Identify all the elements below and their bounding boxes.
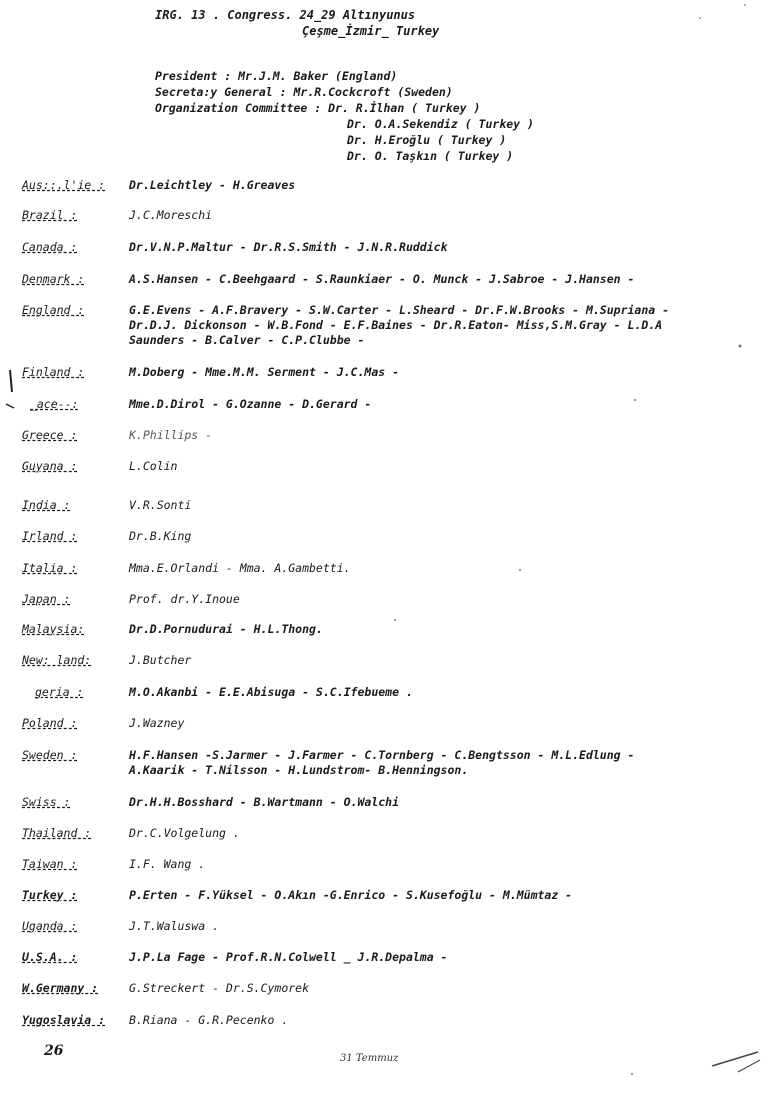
pen-stroke [712, 1052, 758, 1066]
delegate-names: M.O.Akanbi - E.E.Abisuga - S.C.Ifebueme . [129, 685, 413, 699]
speck [631, 1073, 633, 1075]
delegate-names: J.P.La Fage - Prof.R.N.Colwell _ J.R.Depalma - [129, 950, 448, 964]
country-label: Aus::.l'ie : [22, 178, 106, 192]
country-label: _ace--: [30, 397, 79, 411]
country-label: W.Germany : [22, 981, 99, 995]
delegate-names: Mme.D.Dirol - G.Ozanne - D.Gerard - [129, 397, 372, 411]
delegate-names: I.F. Wang . [129, 857, 206, 871]
delegate-names: Dr.H.H.Bosshard - B.Wartmann - O.Walchi [129, 795, 400, 809]
country-label: England : [22, 303, 85, 317]
congress-location: Çeşme_İzmir_ Turkey [302, 24, 440, 38]
delegate-names: M.Doberg - Mme.M.M. Serment - J.C.Mas - [129, 365, 400, 379]
delegate-names: J.T.Waluswa . [129, 919, 220, 933]
country-label: India : [22, 498, 71, 512]
delegate-names: G.E.Evens - A.F.Bravery - S.W.Carter - L.Sheard - Dr.F.W.Brooks - M.Supriana - [129, 303, 670, 317]
committee-member: Dr. H.Eroğlu ( Turkey ) [347, 133, 507, 147]
delegate-names: V.R.Sonti [129, 498, 192, 512]
country-label: Taiwan : [22, 857, 78, 871]
delegate-names: A.S.Hansen - C.Beehgaard - S.Raunkiaer - O. Munck - J.Sabroe - J.Hansen - [129, 272, 635, 286]
president-line: President : Mr.J.M. Baker (England) [155, 69, 398, 83]
delegate-names: K.Phillips - [129, 428, 213, 442]
delegate-names: Dr.Leichtley - H.Greaves [129, 178, 296, 192]
pen-stroke [738, 1060, 760, 1072]
country-label: Brazil : [22, 208, 78, 222]
country-label: Uganda : [22, 919, 78, 933]
country-label: Guyana : [22, 459, 78, 473]
delegate-names: A.Kaarik - T.Nilsson - H.Lundstrom- B.Henningson. [129, 763, 469, 777]
country-label: geria : [35, 685, 84, 699]
country-label: Japan : [22, 592, 71, 606]
margin-mark [6, 404, 14, 408]
delegate-names: J.Wazney [129, 716, 185, 730]
delegate-names: B.Riana - G.R.Pecenko . [129, 1013, 289, 1027]
country-label: Turkey : [22, 888, 78, 902]
secretary-line: Secreta:y General : Mr.R.Cockcroft (Sweden) [155, 85, 453, 99]
delegate-names: J.C.Moreschi [129, 208, 213, 222]
speck [519, 569, 521, 571]
country-label: U.S.A. : [22, 950, 78, 964]
country-label: New: land: [22, 653, 92, 667]
country-label: Thailand : [22, 826, 92, 840]
country-label: Swiss : [22, 795, 71, 809]
country-label: Sweden : [22, 748, 78, 762]
delegate-names: Mma.E.Orlandi - Mma. A.Gambetti. [129, 561, 351, 575]
country-label: Finland : [22, 365, 85, 379]
delegate-names: Dr.D.Pornudurai - H.L.Thong. [129, 622, 323, 636]
committee-line: Organization Committee : Dr. R.İlhan ( Turkey ) [155, 101, 481, 115]
delegate-names: Saunders - B.Calver - C.P.Clubbe - [129, 333, 365, 347]
speck [699, 17, 701, 19]
delegate-names: Prof. dr.Y.Inoue [129, 592, 240, 606]
ink-stamp: 31 Temmuz [340, 1053, 399, 1064]
congress-title: IRG. 13 . Congress. 24_29 Altınyunus [155, 8, 416, 22]
country-label: Denmark : [22, 272, 85, 286]
delegate-names: J.Butcher [129, 653, 192, 667]
delegate-names: Dr.D.J. Dickonson - W.B.Fond - E.F.Baines - Dr.R.Eaton- Miss,S.M.Gray - L.D.A [129, 318, 663, 332]
committee-member: Dr. O. Taşkın ( Turkey ) [347, 149, 514, 163]
country-label: Malaysia: [22, 622, 85, 636]
delegate-names: Dr.C.Volgelung . [129, 826, 240, 840]
country-label: Poland : [22, 716, 78, 730]
delegate-names: G.Streckert - Dr.S.Cymorek [129, 981, 310, 995]
speck [394, 619, 396, 621]
committee-member: Dr. O.A.Sekendiz ( Turkey ) [347, 117, 534, 131]
margin-mark [10, 370, 12, 392]
delegate-names: Dr.V.N.P.Maltur - Dr.R.S.Smith - J.N.R.Ruddick [129, 240, 448, 254]
delegate-names: Dr.B.King [129, 529, 192, 543]
country-label: Canada : [22, 240, 78, 254]
country-label: Italia : [22, 561, 78, 575]
country-label: Greece : [22, 428, 78, 442]
country-label: Irland : [22, 529, 78, 543]
speck [739, 345, 742, 348]
speck [634, 399, 636, 401]
delegate-names: H.F.Hansen -S.Jarmer - J.Farmer - C.Tornberg - C.Bengtsson - M.L.Edlung - [129, 748, 635, 762]
speck [744, 4, 746, 6]
delegate-names: L.Colin [129, 459, 178, 473]
page-number: 26 [44, 1043, 64, 1059]
delegate-names: P.Erten - F.Yüksel - O.Akın -G.Enrico - S.Kusefoğlu - M.Mümtaz - [129, 888, 573, 902]
country-label: Yugoslavia : [22, 1013, 106, 1027]
